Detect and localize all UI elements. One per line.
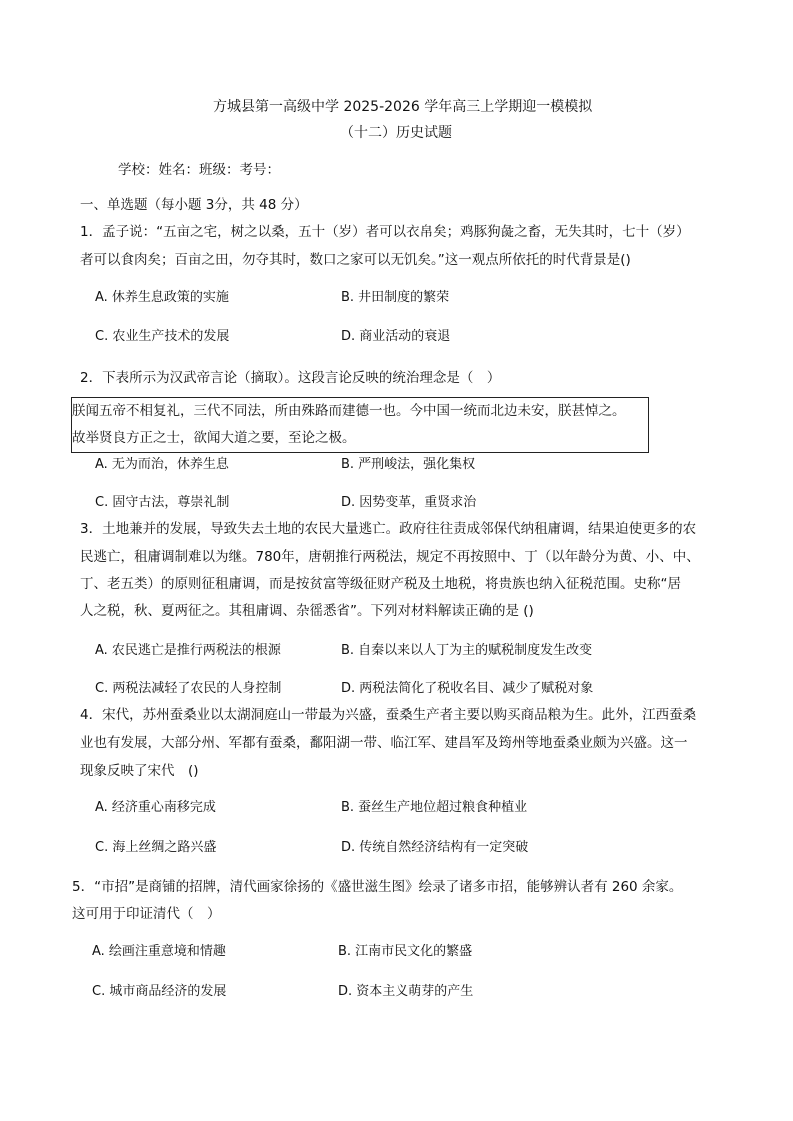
option-d: D. 资本主义萌芽的产生 [338,984,474,999]
question-text: 3．土地兼并的发展，导致失去土地的农民大量逃亡。政府往往责成邻保代纳租庸调，结果迫使更多的农 [80,521,697,537]
option-d: D. 因势变革，重贤求治 [341,495,477,510]
section-heading: 一、单选题（每小题 3分，共 48 分） [80,197,308,213]
option-a: A. 绘画注重意境和情趣 [92,944,226,959]
option-b: B. 井田制度的繁荣 [341,290,450,305]
question-text: 现象反映了宋代 () [80,763,199,779]
exam-title-line1: 方城县第一高级中学 2025-2026 学年高三上学期迎一模模拟 [213,99,593,115]
option-c: C. 城市商品经济的发展 [92,984,227,999]
option-c: C. 农业生产技术的发展 [95,329,230,344]
option-b: B. 江南市民文化的繁盛 [338,944,473,959]
option-a: A. 休养生息政策的实施 [95,290,229,305]
question-text: 4．宋代，苏州蚕桑业以太湖洞庭山一带最为兴盛，蚕桑生产者主要以购买商品粮为生。此外，江西蚕桑 [80,707,697,723]
question-text: 2．下表所示为汉武帝言论（摘取）。这段言论反映的统治理念是（ ） [80,370,501,386]
quote-box [71,397,649,453]
question-text: 5．“市招”是商铺的招牌，清代画家徐扬的《盛世滋生图》绘录了诸多市招，能够辨认者有 260 余家。 [72,879,683,895]
student-info-line: 学校：姓名：班级：考号： [118,162,280,178]
option-d: D. 传统自然经济结构有一定突破 [341,840,529,855]
question-text: 者可以食肉矣；百亩之田，勿夺其时，数口之家可以无饥矣。”这一观点所依托的时代背景是() [80,252,631,268]
option-b: B. 蚕丝生产地位超过粮食种植业 [341,800,528,815]
question-text: 业也有发展，大部分州、军都有蚕桑，鄱阳湖一带、临江军、建昌军及筠州等地蚕桑业颇为兴盛。这一 [80,735,688,751]
option-b: B. 严刑峻法，强化集权 [341,457,476,472]
exam-title-line2: （十二）历史试题 [340,125,452,141]
quote-line: 朕闻五帝不相复礼，三代不同法，所由殊路而建德一也。今中国一统而北边未安，朕甚悼之。 [72,403,626,419]
question-text: 丁、老五类）的原则征租庸调，而是按贫富等级征财产税及土地税，将贵族也纳入征税范围。史称“居 [80,576,681,592]
option-d: D. 商业活动的衰退 [341,329,451,344]
quote-line: 故举贤良方正之士，欲闻大道之要，至论之极。 [72,430,356,446]
option-c: C. 两税法减轻了农民的人身控制 [95,681,282,696]
question-text: 这可用于印证清代（ ） [72,906,221,922]
question-text: 民逃亡，租庸调制难以为继。780年，唐朝推行两税法，规定不再按照中、丁（以年龄分为黄、小、中、 [80,549,700,565]
option-a: A. 经济重心南移完成 [95,800,216,815]
option-c: C. 固守古法，尊崇礼制 [95,495,230,510]
question-text: 1．孟子说：“五亩之宅，树之以桑，五十（岁）者可以衣帛矣；鸡豚狗彘之畜，无失其时，七十（岁） [80,224,690,240]
option-a: A. 农民逃亡是推行两税法的根源 [95,643,281,658]
option-b: B. 自秦以来以人丁为主的赋税制度发生改变 [341,643,593,658]
option-d: D. 两税法简化了税收名目、减少了赋税对象 [341,681,594,696]
question-text: 人之税，秋、夏两征之。其租庸调、杂徭悉省”。下列对材料解读正确的是 () [80,603,534,619]
option-a: A. 无为而治，休养生息 [95,457,229,472]
option-c: C. 海上丝绸之路兴盛 [95,840,217,855]
